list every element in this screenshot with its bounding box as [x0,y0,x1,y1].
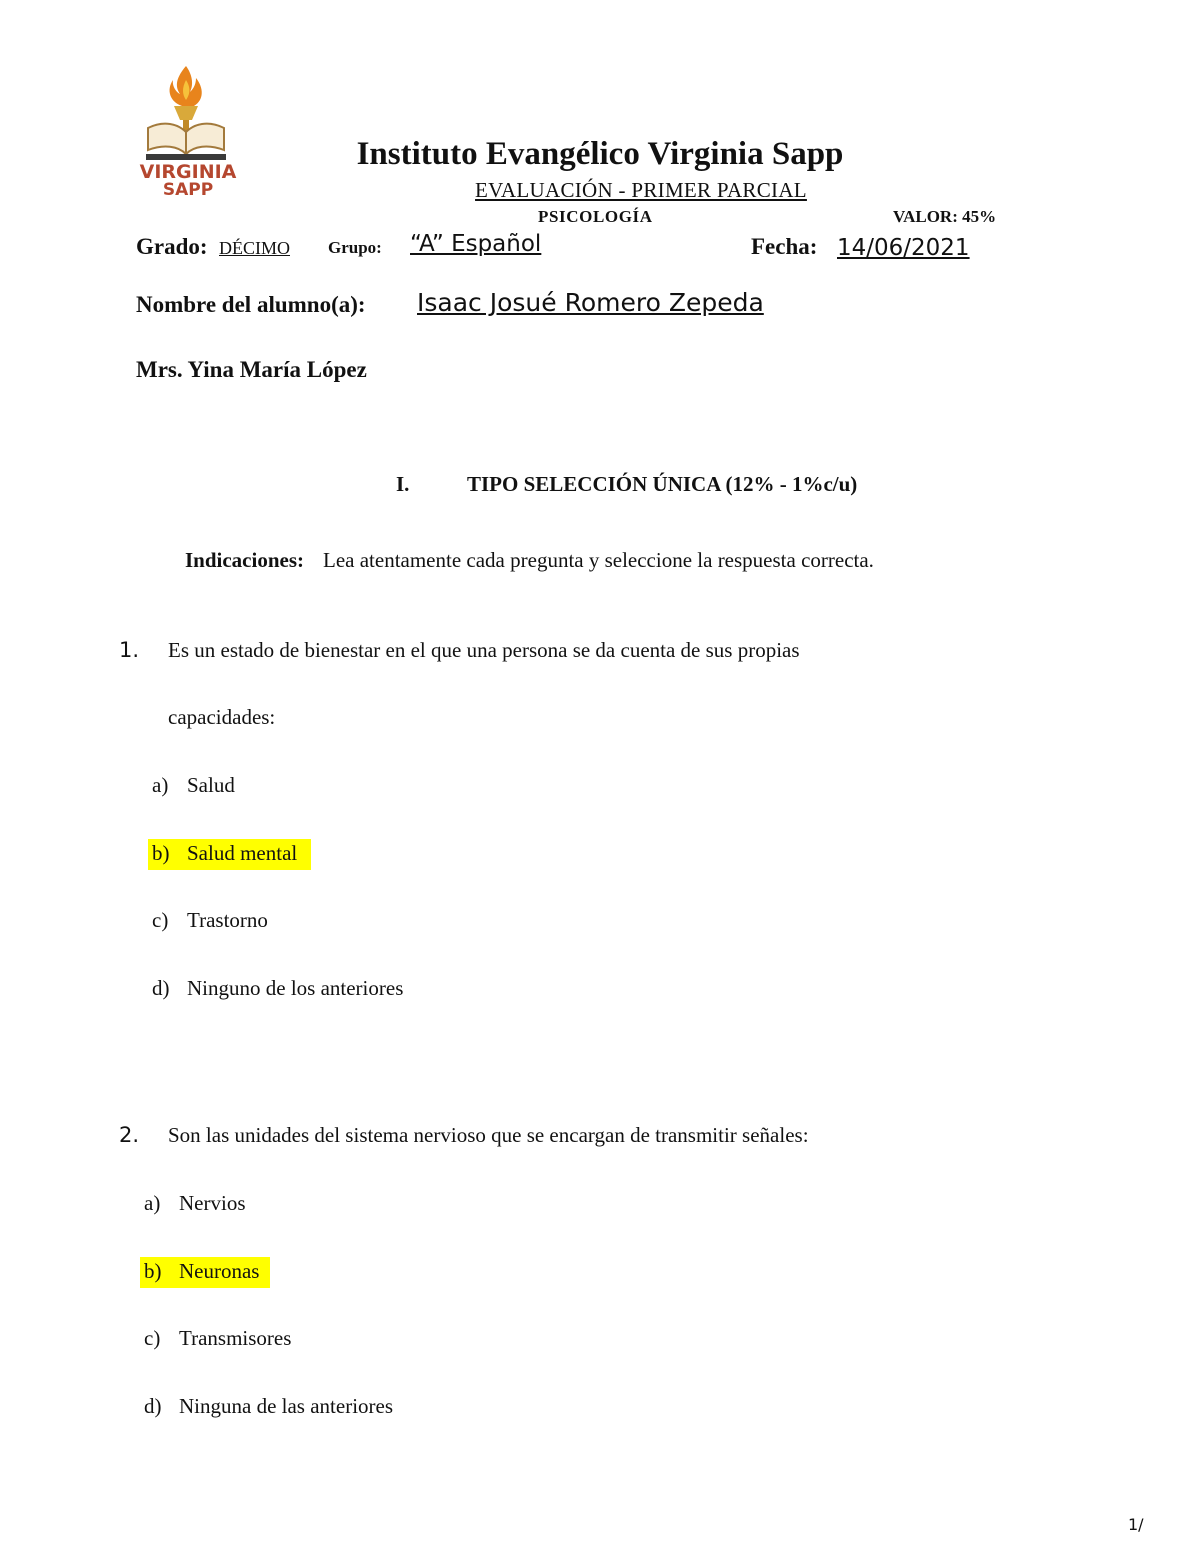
q2-option-b-letter: b) [144,1259,162,1283]
subject-label: PSICOLOGÍA [538,207,653,226]
fecha-value: 14/06/2021 [837,235,970,261]
indications-label: Indicaciones: [185,548,305,572]
student-name-label: Nombre del alumno(a): [136,292,366,317]
school-logo [126,58,250,198]
q1-option-d-letter: d) [152,976,170,1000]
question-2-number: 2. [119,1123,140,1147]
q1-option-a-letter: a) [152,773,169,797]
student-name-value: Isaac Josué Romero Zepeda [417,288,764,317]
q1-option-b-letter: b) [152,841,170,865]
question-1-number: 1. [119,638,140,662]
value-label: VALOR: 45% [893,207,997,226]
q1-option-b-text: Salud mental [187,841,298,865]
q2-option-d-letter: d) [144,1394,162,1418]
q2-option-a-text: Nervios [179,1191,246,1215]
question-2-text: Son las unidades del sistema nervioso que se encargan de transmitir señales: [168,1123,809,1147]
q1-option-c-text: Trastorno [187,908,268,932]
grado-value: DÉCIMO [219,238,290,258]
q2-option-c-text: Transmisores [179,1326,292,1350]
q2-option-b-text: Neuronas [179,1259,260,1283]
q1-option-d-text: Ninguno de los anteriores [187,976,404,1000]
grado-label: Grado: [136,234,208,259]
section-number: I. [396,472,410,496]
q1-option-a-text: Salud [187,773,235,797]
logo-name-line2: SAPP [162,180,214,198]
indications-text: Lea atentamente cada pregunta y seleccione la respuesta correcta. [323,548,874,572]
teacher-name: Mrs. Yina María López [136,357,367,382]
page-number: 1/ [1128,1515,1144,1534]
section-title: TIPO SELECCIÓN ÚNICA (12% - 1%c/u) [467,472,858,496]
grupo-value: “A” Español [410,231,542,257]
evaluation-title: EVALUACIÓN - PRIMER PARCIAL [475,178,807,202]
institution-title: Instituto Evangélico Virginia Sapp [356,136,844,172]
q2-option-c-letter: c) [144,1326,161,1350]
q1-option-c-letter: c) [152,908,169,932]
question-1-text-line2: capacidades: [168,705,276,729]
q2-option-a-letter: a) [144,1191,161,1215]
q2-option-d-text: Ninguna de las anteriores [179,1394,394,1418]
grupo-label: Grupo: [328,238,382,257]
question-1-text: Es un estado de bienestar en el que una persona se da cuenta de sus propias [168,638,800,662]
logo-name-line1: VIRGINIA [139,161,237,183]
fecha-label: Fecha: [751,234,818,259]
